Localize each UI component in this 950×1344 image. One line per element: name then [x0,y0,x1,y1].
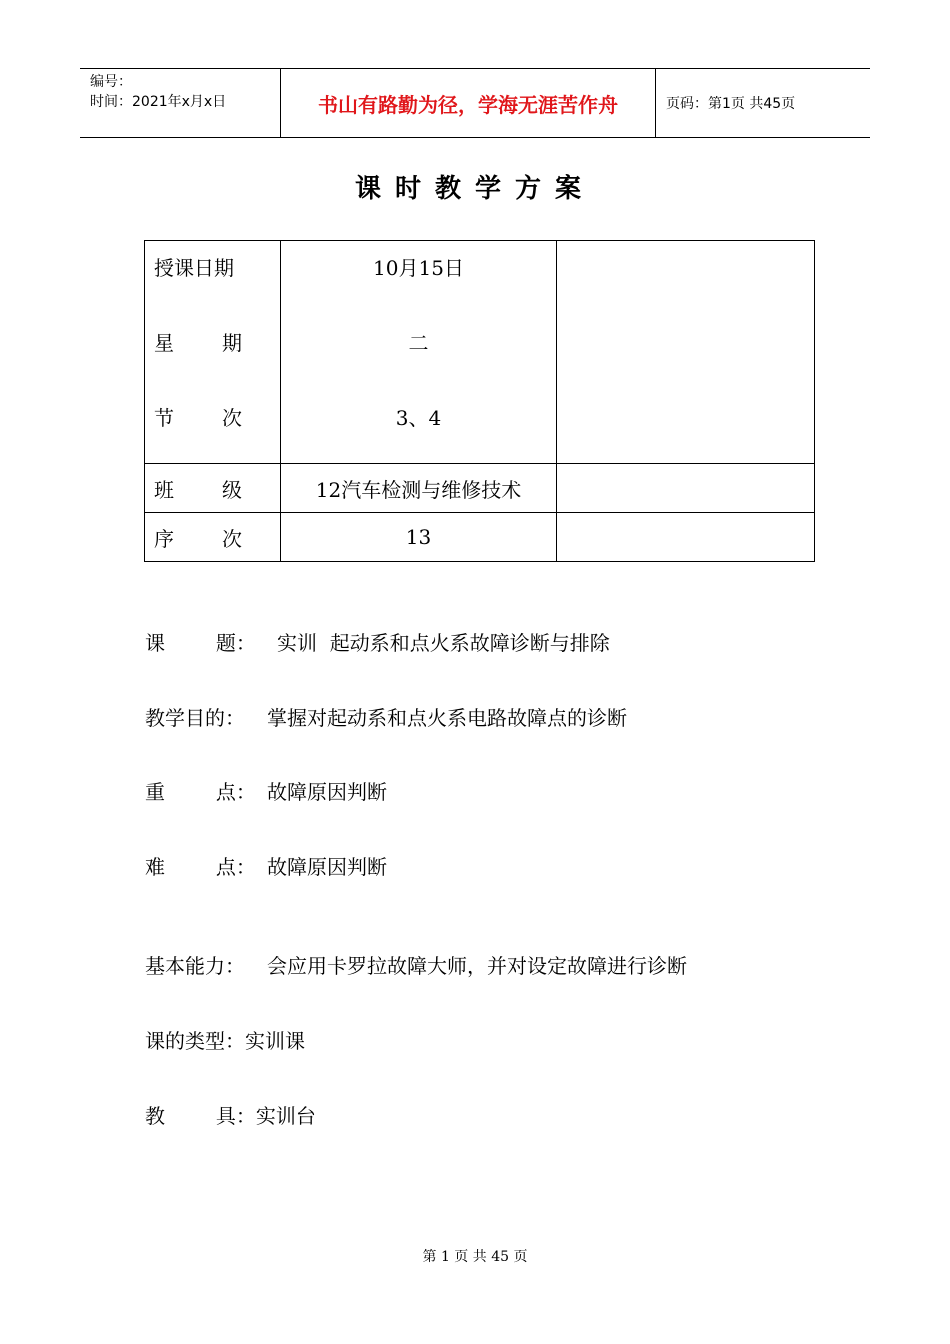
lesson-type-label: 课的类型： [145,1029,245,1053]
class-notes-cell [557,464,815,513]
difficulty-field [145,851,387,880]
header-motto: 书山有路勤为径，学海无涯苦作舟 [280,69,656,137]
ability-field [145,950,687,979]
lesson-type-value: 实训课 [245,1029,305,1053]
order-value: 13 [281,513,557,562]
teaching-tool-value: 实训台 [255,1104,316,1128]
header-meta [80,69,280,137]
date-value: 10月15日 [373,256,464,280]
teaching-tool-label: 教 具： [145,1104,256,1128]
code-label: 编号： [90,74,132,90]
date-label: 授课日期 [154,256,234,280]
section-label: 节 次 [154,406,242,430]
difficulty-label: 难 点： [145,855,256,879]
topic-label: 课 题： [145,631,256,655]
page-footer: 第 1 页 共 45 页 [422,1249,528,1265]
topic-value: 实训 起动系和点火系故障诊断与排除 [277,631,610,655]
order-label-cell [145,513,281,562]
header-page-info: 页码：第1页 共45页 [666,96,796,112]
schedule-notes-cell [557,241,815,464]
weekday-label: 星 期 [154,331,242,355]
class-label-cell [145,464,281,513]
lesson-type-field [145,1025,305,1054]
time-label: 时间：2021年x月x日 [90,94,227,110]
page-header [80,68,870,138]
difficulty-value: 故障原因判断 [267,855,387,879]
teaching-tool-field [145,1100,316,1129]
weekday-value: 二 [408,331,429,355]
order-notes-cell [557,513,815,562]
class-value: 12汽车检测与维修技术 [281,464,557,513]
schedule-values-cell [281,241,557,464]
lesson-info-table [144,240,815,562]
order-label: 序 次 [154,526,242,551]
key-point-label: 重 点： [145,780,256,804]
ability-value: 会应用卡罗拉故障大师，并对设定故障进行诊断 [267,954,687,978]
key-point-value: 故障原因判断 [267,780,387,804]
goal-value: 掌握对起动系和点火系电路故障点的诊断 [267,706,627,730]
goal-label: 教学目的： [145,706,245,730]
topic-field [145,627,610,656]
class-label: 班 级 [154,477,242,502]
key-point-field [145,776,387,805]
document-title: 课时教学方案 [354,174,595,204]
ability-label: 基本能力： [145,954,245,978]
section-value: 3、4 [395,406,442,430]
schedule-labels-cell [145,241,281,464]
goal-field [145,702,627,731]
